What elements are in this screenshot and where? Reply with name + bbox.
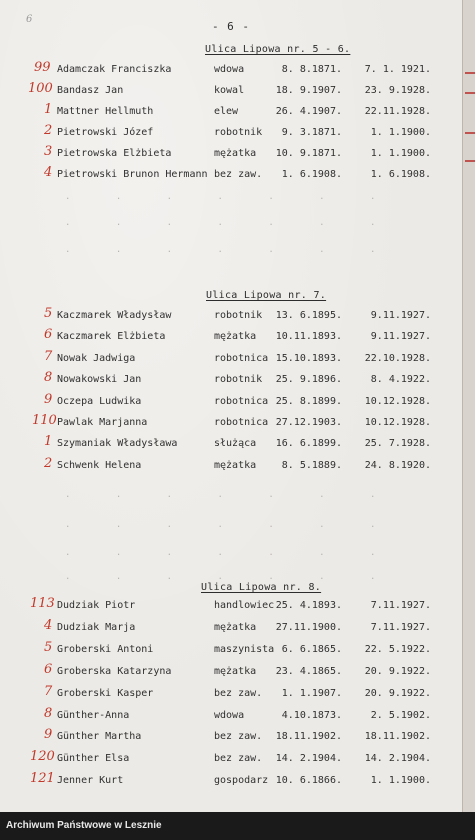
occupation: robotnik — [214, 374, 263, 386]
registration-date: 1. 1.1900. — [370, 148, 431, 159]
pencil-entry-number: 7 — [44, 348, 53, 364]
pencil-entry-number: 121 — [30, 771, 55, 787]
registration-date: 9.11.1927. — [370, 331, 431, 343]
occupation: mężatka — [214, 621, 257, 633]
table-row — [0, 460, 462, 478]
ruled-dots: . . . . . . . — [65, 192, 396, 202]
table-row — [0, 688, 462, 706]
occupation: robotnik — [214, 127, 263, 138]
birth-date: 10.11.1893. — [275, 331, 342, 343]
birth-date: 23. 4.1865. — [275, 665, 342, 677]
pencil-entry-number: 3 — [44, 144, 53, 159]
occupation: wdowa — [214, 709, 245, 721]
resident-name: Bandasz Jan — [57, 85, 124, 96]
occupation: maszynista — [214, 643, 275, 655]
resident-name: Günther-Anna — [57, 709, 130, 721]
birth-date: 10. 6.1866. — [275, 775, 342, 787]
table-row — [0, 644, 462, 662]
birth-date: 15.10.1893. — [275, 352, 342, 364]
registration-date: 24. 8.1920. — [364, 459, 431, 471]
pencil-entry-number: 9 — [44, 391, 53, 407]
resident-name: Günther Martha — [57, 731, 142, 743]
pencil-entry-number: 100 — [28, 81, 53, 96]
pencil-entry-number: 4 — [44, 617, 53, 633]
registration-date: 14. 2.1904. — [364, 753, 431, 765]
table-row — [0, 622, 462, 640]
pencil-entry-number: 113 — [30, 596, 55, 611]
table-row — [0, 310, 462, 328]
occupation: bez zaw. — [214, 687, 263, 699]
occupation: robotnica — [214, 417, 269, 428]
registration-date: 1. 1.1900. — [370, 127, 431, 138]
birth-date: 1. 6.1908. — [281, 169, 342, 180]
occupation: robotnica — [214, 395, 269, 407]
registration-date: 8. 4.1922. — [370, 374, 431, 386]
pencil-entry-number: 6 — [44, 327, 53, 343]
ruled-dots: . . . . . . . — [65, 218, 396, 228]
birth-date: 16. 6.1899. — [275, 438, 342, 450]
resident-name: Schwenk Helena — [57, 459, 142, 471]
archive-footer — [0, 812, 475, 840]
resident-name: Groberski Kasper — [57, 687, 154, 699]
occupation: mężatka — [214, 459, 257, 471]
resident-name: Dudziak Piotr — [57, 600, 136, 611]
registration-date: 23. 9.1928. — [364, 85, 431, 96]
birth-date: 1. 1.1907. — [281, 687, 342, 699]
occupation: bez zaw. — [214, 731, 263, 743]
table-row — [0, 169, 462, 187]
resident-name: Groberski Antoni — [57, 643, 154, 655]
table-row — [0, 775, 462, 793]
table-row — [0, 148, 462, 166]
table-row — [0, 396, 462, 414]
pencil-entry-number: 5 — [44, 306, 53, 321]
birth-date: 27.11.1900. — [275, 621, 342, 633]
occupation: robotnik — [214, 310, 263, 321]
table-row — [0, 438, 462, 456]
occupation: mężatka — [214, 331, 257, 343]
registration-date: 7. 1. 1921. — [364, 64, 431, 75]
ruled-dots: . . . . . . . — [65, 245, 396, 255]
resident-name: Dudziak Marja — [57, 621, 136, 633]
occupation: mężatka — [214, 148, 257, 159]
birth-date: 26. 4.1907. — [275, 106, 342, 117]
registration-date: 7.11.1927. — [370, 621, 431, 633]
occupation: handlowiec — [214, 600, 275, 611]
section-heading: Ulica Lipowa nr. 7. — [206, 290, 327, 301]
pencil-entry-number: 110 — [32, 413, 57, 428]
archive-name: Archiwum Państwowe w Lesznie — [6, 820, 162, 831]
registration-date: 1. 1.1900. — [370, 775, 431, 787]
resident-name: Kaczmarek Władysław — [57, 310, 172, 321]
birth-date: 8. 5.1889. — [281, 459, 342, 471]
resident-name: Szymaniak Władysława — [57, 438, 178, 450]
table-row — [0, 353, 462, 371]
occupation: elew — [214, 106, 239, 117]
table-row — [0, 374, 462, 392]
resident-name: Günther Elsa — [57, 753, 130, 765]
birth-date: 25. 8.1899. — [275, 395, 342, 407]
resident-name: Kaczmarek Elżbieta — [57, 331, 166, 343]
resident-name: Mattner Hellmuth — [57, 106, 154, 117]
occupation: mężatka — [214, 665, 257, 677]
table-row — [0, 417, 462, 435]
resident-name: Pietrowski Józef — [57, 127, 154, 138]
occupation: bez zaw. — [214, 169, 263, 180]
section-heading: Ulica Lipowa nr. 5 - 6. — [205, 44, 351, 55]
occupation: gospodarz — [214, 775, 269, 787]
occupation: służąca — [214, 438, 257, 450]
birth-date: 6. 6.1865. — [281, 643, 342, 655]
pencil-entry-number: 2 — [44, 123, 53, 138]
edge-pencil-mark — [465, 160, 475, 162]
edge-pencil-mark — [465, 72, 475, 74]
registration-date: 10.12.1928. — [364, 395, 431, 407]
pencil-entry-number: 99 — [34, 60, 51, 75]
ruled-dots: . . . . . . . — [65, 490, 396, 500]
registration-date: 2. 5.1902. — [370, 709, 431, 721]
table-row — [0, 600, 462, 618]
corner-pencil-mark: 6 — [26, 14, 33, 25]
table-row — [0, 666, 462, 684]
registration-date: 20. 9.1922. — [364, 665, 431, 677]
table-row — [0, 710, 462, 728]
table-row — [0, 753, 462, 771]
resident-name: Pawlak Marjanna — [57, 417, 148, 428]
table-row — [0, 85, 462, 103]
ruled-dots: . . . . . . . — [65, 548, 396, 558]
resident-name: Adamczak Franciszka — [57, 64, 172, 75]
table-row — [0, 127, 462, 145]
birth-date: 10. 9.1871. — [275, 148, 342, 159]
resident-name: Oczepa Ludwika — [57, 395, 142, 407]
resident-name: Nowak Jadwiga — [57, 352, 136, 364]
resident-name: Nowakowski Jan — [57, 374, 142, 386]
registration-date: 22.10.1928. — [364, 352, 431, 364]
pencil-entry-number: 7 — [44, 683, 53, 699]
pencil-entry-number: 8 — [44, 705, 53, 721]
registration-date: 18.11.1902. — [364, 731, 431, 743]
birth-date: 14. 2.1904. — [275, 753, 342, 765]
table-row — [0, 106, 462, 124]
table-row — [0, 731, 462, 749]
table-row — [0, 331, 462, 349]
birth-date: 8. 8.1871. — [281, 64, 342, 75]
section-heading: Ulica Lipowa nr. 8. — [201, 582, 322, 593]
resident-name: Pietrowska Elżbieta — [57, 148, 172, 159]
pencil-entry-number: 2 — [44, 455, 53, 471]
resident-name: Pietrowski Brunon Hermann — [57, 169, 208, 180]
registration-date: 1. 6.1908. — [370, 169, 431, 180]
birth-date: 18.11.1902. — [275, 731, 342, 743]
pencil-entry-number: 5 — [44, 639, 53, 655]
resident-name: Jenner Kurt — [57, 775, 124, 787]
edge-pencil-mark — [465, 132, 475, 134]
registration-date: 10.12.1928. — [364, 417, 431, 428]
occupation: kowal — [214, 85, 245, 96]
registration-date: 25. 7.1928. — [364, 438, 431, 450]
registration-date: 20. 9.1922. — [364, 687, 431, 699]
edge-pencil-mark — [465, 92, 475, 94]
occupation: robotnica — [214, 352, 269, 364]
resident-name: Groberska Katarzyna — [57, 665, 172, 677]
occupation: bez zaw. — [214, 753, 263, 765]
registration-date: 7.11.1927. — [370, 600, 431, 611]
pencil-entry-number: 6 — [44, 661, 53, 677]
birth-date: 18. 9.1907. — [275, 85, 342, 96]
table-row — [0, 64, 462, 82]
birth-date: 4.10.1873. — [281, 709, 342, 721]
pencil-entry-number: 8 — [44, 370, 53, 386]
birth-date: 9. 3.1871. — [281, 127, 342, 138]
registration-date: 9.11.1927. — [370, 310, 431, 321]
pencil-entry-number: 1 — [44, 434, 53, 450]
pencil-entry-number: 1 — [44, 102, 53, 117]
birth-date: 25. 9.1896. — [275, 374, 342, 386]
birth-date: 25. 4.1893. — [275, 600, 342, 611]
birth-date: 27.12.1903. — [275, 417, 342, 428]
ruled-dots: . . . . . . . — [65, 572, 396, 582]
pencil-entry-number: 120 — [30, 749, 55, 765]
registration-date: 22.11.1928. — [364, 106, 431, 117]
page-number: - 6 - — [211, 20, 251, 33]
birth-date: 13. 6.1895. — [275, 310, 342, 321]
pencil-entry-number: 4 — [44, 165, 53, 180]
ruled-dots: . . . . . . . — [65, 520, 396, 530]
pencil-entry-number: 9 — [44, 727, 53, 743]
registration-date: 22. 5.1922. — [364, 643, 431, 655]
page-edge — [462, 0, 475, 812]
occupation: wdowa — [214, 64, 245, 75]
